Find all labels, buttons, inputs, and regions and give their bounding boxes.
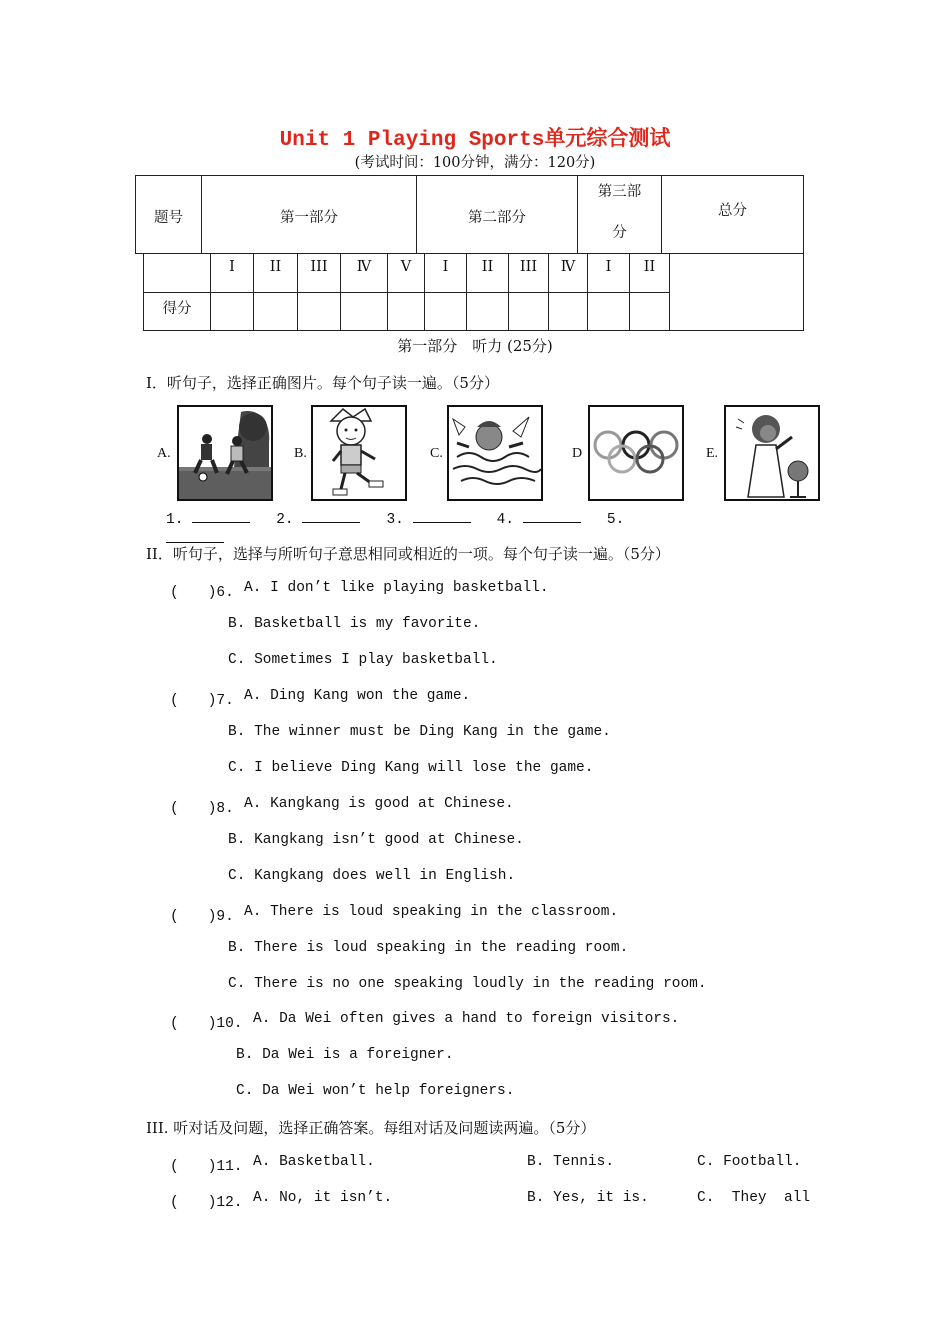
question-option: A. I don’t like playing basketball. bbox=[244, 580, 549, 596]
soccer-players-image bbox=[177, 405, 273, 501]
question-number: ( )12. bbox=[170, 1195, 243, 1211]
picture-label: A. bbox=[157, 446, 171, 461]
blank-number: 3. bbox=[386, 512, 404, 528]
question-option: C. I believe Ding Kang will lose the game. bbox=[228, 760, 594, 776]
sub-header: Ⅳ bbox=[356, 259, 372, 275]
sub-header: III bbox=[519, 259, 538, 275]
score-label: 得分 bbox=[162, 301, 192, 317]
question-option: B. Kangkang isn’t good at Chinese. bbox=[228, 832, 524, 848]
question-option: B. There is loud speaking in the reading room. bbox=[228, 940, 629, 956]
sub-header: II bbox=[481, 259, 494, 275]
sub-header: III bbox=[310, 259, 328, 275]
answer-blank[interactable] bbox=[523, 508, 581, 523]
olympic-rings-image bbox=[588, 405, 684, 501]
header-part-two: 第二部分 bbox=[468, 210, 526, 226]
part-one-heading: 第一部分 听力 (25分) bbox=[397, 337, 553, 355]
blank-number: 1. bbox=[166, 512, 184, 528]
header-part-three-line2: 分 bbox=[612, 225, 627, 241]
swimmer-image bbox=[447, 405, 543, 501]
sub-header: Ⅳ bbox=[560, 259, 576, 275]
question-number: ( )8. bbox=[170, 801, 234, 817]
question-option: C. There is no one speaking loudly in the reading room. bbox=[228, 976, 707, 992]
question-option: B. The winner must be Ding Kang in the game. bbox=[228, 724, 611, 740]
section-two-heading: II．听句子，选择与所听句子意思相同或相近的一项。每个句子读一遍。（5分） bbox=[146, 545, 670, 563]
picture-label: C. bbox=[430, 446, 443, 461]
sub-header: I bbox=[605, 259, 612, 275]
question-option: A. Kangkang is good at Chinese. bbox=[244, 796, 514, 812]
sub-header: I bbox=[442, 259, 449, 275]
question-option: B. Tennis. bbox=[527, 1154, 615, 1170]
question-number: ( )11. bbox=[170, 1159, 243, 1175]
blank-number: 2. bbox=[276, 512, 294, 528]
header-part-one: 第一部分 bbox=[280, 210, 338, 226]
question-number: ( )10. bbox=[170, 1016, 243, 1032]
page-title: Unit 1 Playing Sports单元综合测试 bbox=[279, 129, 671, 152]
section-one-heading: I．听句子，选择正确图片。每个句子读一遍。（5分） bbox=[146, 374, 499, 392]
question-option: A. No, it isn’t. bbox=[253, 1190, 393, 1206]
picture-label: D bbox=[572, 446, 583, 461]
header-question-number: 题号 bbox=[154, 210, 183, 226]
header-total: 总分 bbox=[718, 203, 747, 219]
singer-image bbox=[724, 405, 820, 501]
running-boy-image bbox=[311, 405, 407, 501]
picture-label: B. bbox=[294, 446, 307, 461]
question-option: A. Basketball. bbox=[253, 1154, 375, 1170]
sub-header: II bbox=[269, 259, 282, 275]
answer-blank[interactable] bbox=[413, 508, 471, 523]
exam-info: (考试时间：100分钟，满分：120分) bbox=[354, 155, 596, 171]
sub-header: V bbox=[400, 259, 412, 275]
blank-number: 5. bbox=[606, 512, 625, 528]
question-number: ( )7. bbox=[170, 693, 234, 709]
question-option: B. Basketball is my favorite. bbox=[228, 616, 481, 632]
answer-blank[interactable] bbox=[192, 508, 250, 523]
sub-header: I bbox=[229, 259, 235, 275]
answer-blank[interactable] bbox=[166, 528, 224, 543]
section-three-heading: III. 听对话及问题，选择正确答案。每组对话及问题读两遍。（5分） bbox=[146, 1119, 596, 1137]
picture-label: E. bbox=[706, 446, 719, 461]
blank-number: 4. bbox=[496, 512, 515, 528]
score-table bbox=[0, 0, 950, 340]
question-number: ( )9. bbox=[170, 909, 234, 925]
question-option: C. Sometimes I play basketball. bbox=[228, 652, 498, 668]
question-number: ( )6. bbox=[170, 585, 234, 601]
question-option: C. They all bbox=[697, 1190, 811, 1206]
question-option: A. There is loud speaking in the classroom. bbox=[244, 904, 619, 920]
question-option: A. Ding Kang won the game. bbox=[244, 688, 471, 704]
header-part-three-line1: 第三部 bbox=[597, 184, 642, 200]
question-option: C. Football. bbox=[697, 1154, 802, 1170]
question-option: B. Da Wei is a foreigner. bbox=[236, 1047, 454, 1063]
question-option: B. Yes, it is. bbox=[527, 1190, 649, 1206]
question-option: C. Da Wei won’t help foreigners. bbox=[236, 1083, 515, 1099]
answer-blank[interactable] bbox=[302, 508, 360, 523]
sub-header: II bbox=[643, 259, 656, 275]
answer-blanks bbox=[166, 508, 686, 548]
question-option: C. Kangkang does well in English. bbox=[228, 868, 516, 884]
question-option: A. Da Wei often gives a hand to foreign visitors. bbox=[253, 1011, 680, 1027]
